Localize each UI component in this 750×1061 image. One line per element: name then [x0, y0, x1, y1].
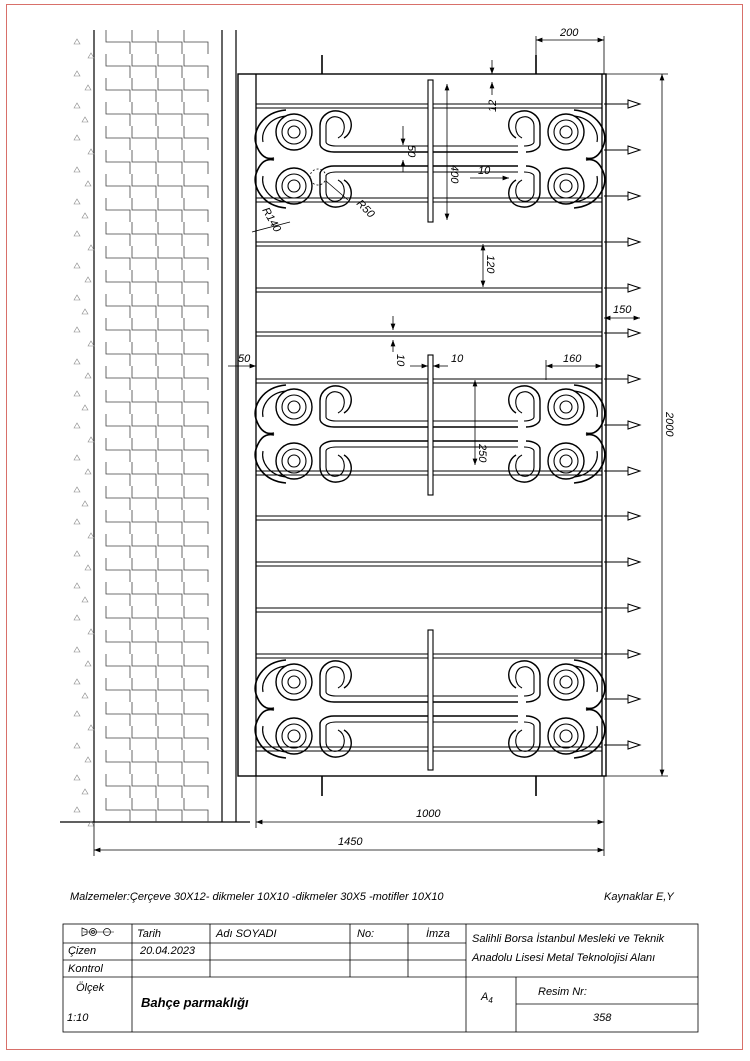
brick-hatch-line — [158, 390, 182, 414]
paper-size-letter: A — [481, 991, 489, 1003]
brick-hatch-line — [106, 702, 130, 726]
aggregate-mark — [74, 647, 80, 652]
brick-hatch-line — [106, 678, 130, 702]
brick-hatch-line — [106, 150, 130, 174]
spike-arrow-head — [628, 467, 640, 475]
drawn-date: 20.04.2023 — [140, 945, 196, 957]
aggregate-mark — [85, 469, 91, 474]
paper-size-number: 4 — [488, 996, 493, 1006]
spike-arrow-head — [628, 146, 640, 154]
aggregate-mark — [74, 231, 80, 236]
brick-hatch-line — [106, 270, 130, 294]
brick-hatch-line — [106, 198, 130, 222]
brick-hatch-line — [132, 534, 156, 558]
brick-hatch-line — [132, 270, 156, 294]
spike-arrow-head — [628, 650, 640, 658]
brick-hatch-line — [184, 534, 208, 558]
drawing-number: 358 — [593, 1012, 612, 1024]
brick-hatch-line — [132, 414, 156, 438]
brick-hatch-line — [158, 414, 182, 438]
spike-arrow-head — [628, 100, 640, 108]
aggregate-mark — [85, 757, 91, 762]
aggregate-mark — [82, 597, 88, 602]
brick-hatch-line — [106, 78, 130, 102]
brick-hatch-line — [106, 246, 130, 270]
brick-hatch-line — [132, 366, 156, 390]
aggregate-mark — [74, 71, 80, 76]
aggregate-mark — [74, 615, 80, 620]
brick-hatch-line — [132, 342, 156, 366]
brick-hatch-line — [184, 606, 208, 630]
brick-hatch-line — [184, 798, 208, 822]
brick-hatch-line — [132, 486, 156, 510]
brick-hatch-line — [184, 54, 208, 78]
brick-hatch-line — [106, 294, 130, 318]
scale-label: Ölçek — [76, 982, 105, 994]
brick-hatch-line — [158, 558, 182, 582]
brick-hatch-line — [132, 246, 156, 270]
aggregate-mark — [85, 373, 91, 378]
dim-motif-inset: 160 — [563, 353, 582, 365]
aggregate-mark — [88, 341, 94, 346]
dim-total-height: 2000 — [663, 412, 675, 437]
brick-hatch-line — [106, 390, 130, 414]
aggregate-mark — [88, 53, 94, 58]
brick-hatch-line — [106, 798, 130, 822]
aggregate-mark — [85, 277, 91, 282]
brick-hatch-line — [106, 510, 130, 534]
spike-arrow-head — [628, 421, 640, 429]
aggregate-mark — [88, 245, 94, 250]
brick-hatch-line — [158, 582, 182, 606]
aggregate-mark — [74, 775, 80, 780]
brick-hatch-line — [132, 78, 156, 102]
brick-hatch-line — [106, 462, 130, 486]
brick-hatch-line — [158, 534, 182, 558]
brick-hatch-line — [158, 798, 182, 822]
spike-arrow-head — [628, 192, 640, 200]
brick-hatch-line — [132, 294, 156, 318]
brick-hatch-line — [106, 126, 130, 150]
checked-by-label: Kontrol — [68, 963, 103, 975]
brick-hatch-line — [158, 102, 182, 126]
aggregate-mark — [82, 789, 88, 794]
aggregate-mark — [74, 327, 80, 332]
brick-hatch-line — [106, 438, 130, 462]
dim-spike-length: 150 — [613, 304, 632, 316]
brick-hatch-line — [132, 678, 156, 702]
brick-hatch-line — [132, 510, 156, 534]
scale-value: 1:10 — [67, 1012, 89, 1024]
brick-hatch-line — [158, 174, 182, 198]
brick-hatch-line — [132, 654, 156, 678]
brick-hatch-line — [132, 390, 156, 414]
brick-hatch-line — [132, 54, 156, 78]
dim-overall-width: 1450 — [338, 836, 363, 848]
drawn-by-label: Çizen — [68, 945, 97, 957]
aggregate-mark — [74, 679, 80, 684]
brick-hatch-line — [106, 222, 130, 246]
brick-hatch-line — [132, 222, 156, 246]
aggregate-mark — [74, 39, 80, 44]
brick-hatch-line — [184, 582, 208, 606]
brick-hatch-line — [158, 654, 182, 678]
name-label: Adı SOYADI — [216, 928, 277, 940]
spike-arrow-head — [628, 284, 640, 292]
dim-panel-width: 1000 — [416, 808, 441, 820]
brick-hatch-line — [158, 30, 182, 54]
brick-hatch-line — [106, 558, 130, 582]
aggregate-mark — [74, 263, 80, 268]
dim-motif-span: 250 — [476, 444, 488, 463]
brick-hatch-line — [158, 630, 182, 654]
aggregate-mark — [82, 213, 88, 218]
brick-hatch-line — [158, 438, 182, 462]
dim-radius-small: R50 — [353, 197, 377, 221]
aggregate-mark — [85, 85, 91, 90]
brick-hatch-line — [184, 678, 208, 702]
aggregate-mark — [74, 135, 80, 140]
brick-hatch-line — [184, 702, 208, 726]
brick-hatch-line — [132, 726, 156, 750]
brick-hatch-line — [158, 462, 182, 486]
brick-hatch-line — [184, 318, 208, 342]
brick-hatch-line — [184, 294, 208, 318]
aggregate-mark — [74, 103, 80, 108]
brick-hatch-line — [132, 30, 156, 54]
dim-top-width: 200 — [560, 27, 579, 39]
dimension-lines — [94, 36, 668, 856]
drawing-title: Bahçe parmaklığı — [141, 995, 249, 1010]
brick-hatch-line — [106, 54, 130, 78]
aggregate-mark — [74, 295, 80, 300]
aggregate-mark — [74, 743, 80, 748]
brick-hatch-line — [106, 414, 130, 438]
drawing-number-label: Resim Nr: — [538, 986, 587, 998]
spike-arrow-head — [628, 558, 640, 566]
aggregate-mark — [82, 405, 88, 410]
dim-frame-offset: 50 — [238, 353, 251, 365]
brick-hatch-line — [132, 174, 156, 198]
aggregate-mark — [74, 519, 80, 524]
brick-hatch-line — [132, 462, 156, 486]
school-line-2: Anadolu Lisesi Metal Teknolojisi Alanı — [472, 952, 656, 964]
aggregate-mark — [74, 391, 80, 396]
aggregate-mark — [74, 551, 80, 556]
brick-hatch-line — [158, 726, 182, 750]
aggregate-mark — [74, 423, 80, 428]
aggregate-mark — [74, 583, 80, 588]
aggregate-mark — [82, 117, 88, 122]
spike-arrow-head — [628, 512, 640, 520]
dim-vertical-thickness: 10 — [394, 354, 406, 367]
aggregate-mark — [88, 629, 94, 634]
brick-hatch-line — [158, 606, 182, 630]
brick-hatch-line — [184, 774, 208, 798]
brick-hatch-line — [158, 270, 182, 294]
spike-arrows — [604, 100, 640, 749]
dim-bar-thickness: 12 — [487, 99, 499, 112]
aggregate-mark — [74, 807, 80, 812]
dim-bar-spacing: 120 — [484, 255, 496, 274]
brick-hatch-line — [184, 222, 208, 246]
brick-hatch-line — [184, 342, 208, 366]
brick-hatch-line — [158, 318, 182, 342]
school-line-1: Salihli Borsa İstanbul Mesleki ve Teknik — [472, 933, 665, 945]
brick-hatch-line — [184, 78, 208, 102]
brick-hatch-line — [132, 558, 156, 582]
brick-hatch-line — [132, 702, 156, 726]
brick-hatch-line — [106, 654, 130, 678]
brick-hatch-line — [184, 270, 208, 294]
aggregate-mark — [88, 149, 94, 154]
aggregate-mark — [85, 565, 91, 570]
brick-hatch-line — [184, 246, 208, 270]
aggregate-mark — [85, 181, 91, 186]
brick-hatch-line — [106, 366, 130, 390]
vertical-bars — [428, 80, 433, 770]
brick-hatch-line — [184, 366, 208, 390]
brick-hatch-line — [158, 486, 182, 510]
spike-arrow-head — [628, 238, 640, 246]
brick-hatch-line — [158, 54, 182, 78]
brick-hatch-line — [132, 318, 156, 342]
brick-hatch-line — [158, 78, 182, 102]
brick-hatch-line — [158, 510, 182, 534]
brick-hatch-line — [158, 750, 182, 774]
brick-hatch-line — [132, 102, 156, 126]
brick-hatch-line — [106, 174, 130, 198]
brick-hatch-line — [106, 102, 130, 126]
brick-hatch-line — [184, 750, 208, 774]
brick-hatch-line — [184, 726, 208, 750]
aggregate-mark — [88, 725, 94, 730]
dim-post-width: 10 — [478, 165, 491, 177]
brick-hatch-line — [184, 30, 208, 54]
aggregate-mark — [82, 501, 88, 506]
brick-hatch-line — [184, 462, 208, 486]
brick-hatch-line — [158, 366, 182, 390]
brick-hatch-line — [106, 606, 130, 630]
aggregate-mark — [74, 199, 80, 204]
brick-hatch-line — [132, 606, 156, 630]
aggregate-mark — [82, 309, 88, 314]
brick-hatch-line — [132, 798, 156, 822]
brick-hatch-line — [184, 126, 208, 150]
aggregate-mark — [74, 711, 80, 716]
brick-hatch-line — [106, 534, 130, 558]
aggregate-mark — [85, 661, 91, 666]
spike-arrow-head — [628, 695, 640, 703]
brick-hatch-line — [106, 486, 130, 510]
brick-hatch-line — [158, 150, 182, 174]
brick-hatch-line — [158, 246, 182, 270]
brick-hatch-line — [106, 750, 130, 774]
brick-hatch-line — [158, 126, 182, 150]
brick-hatch-line — [158, 702, 182, 726]
brick-hatch-line — [158, 678, 182, 702]
spike-arrow-head — [628, 375, 640, 383]
paper-size — [481, 991, 493, 1005]
wall-section — [60, 30, 250, 826]
brick-hatch-line — [106, 318, 130, 342]
brick-hatch-line — [184, 150, 208, 174]
aggregate-mark — [88, 533, 94, 538]
brick-hatch-line — [106, 726, 130, 750]
aggregate-mark — [74, 487, 80, 492]
brick-hatch-line — [184, 102, 208, 126]
aggregate-mark — [88, 437, 94, 442]
brick-hatch-line — [106, 582, 130, 606]
brick-hatch-line — [184, 198, 208, 222]
no-label: No: — [357, 928, 375, 940]
brick-hatch-line — [132, 198, 156, 222]
brick-hatch-line — [158, 774, 182, 798]
aggregate-mark — [74, 455, 80, 460]
brick-hatch-line — [106, 774, 130, 798]
brick-hatch-line — [106, 342, 130, 366]
dim-vertical-offset: 10 — [451, 353, 464, 365]
brick-hatch-line — [132, 438, 156, 462]
spike-arrow-head — [628, 604, 640, 612]
brick-hatch-line — [132, 750, 156, 774]
dim-radius-large: R140 — [259, 205, 283, 235]
brick-hatch-line — [158, 222, 182, 246]
signature-label: İmza — [426, 928, 450, 940]
spike-arrow-head — [628, 329, 640, 337]
welding-note: Kaynaklar E,Y — [604, 891, 674, 903]
brick-hatch-line — [184, 630, 208, 654]
brick-hatch-line — [184, 558, 208, 582]
brick-hatch-line — [132, 774, 156, 798]
tarih-label: Tarih — [137, 928, 162, 940]
brick-hatch-line — [132, 126, 156, 150]
aggregate-mark — [82, 693, 88, 698]
brick-hatch-line — [158, 294, 182, 318]
brick-hatch-line — [184, 654, 208, 678]
brick-hatch-line — [184, 390, 208, 414]
brick-hatch-line — [132, 150, 156, 174]
brick-hatch-line — [184, 486, 208, 510]
aggregate-mark — [74, 359, 80, 364]
brick-hatch-line — [106, 30, 130, 54]
brick-hatch-line — [158, 198, 182, 222]
materials-note: Malzemeler:Çerçeve 30X12- dikmeler 10X10 -dikmeler 30X5 -motifler 10X10 — [70, 891, 444, 903]
brick-hatch-line — [132, 582, 156, 606]
brick-hatch-line — [184, 174, 208, 198]
brick-hatch-line — [132, 630, 156, 654]
brick-hatch-line — [184, 414, 208, 438]
brick-hatch-line — [158, 342, 182, 366]
spike-arrow-head — [628, 741, 640, 749]
aggregate-mark — [74, 167, 80, 172]
brick-hatch-line — [106, 630, 130, 654]
dim-motif-height: 400 — [448, 165, 460, 184]
brick-hatch-line — [184, 510, 208, 534]
brick-hatch-line — [184, 438, 208, 462]
dim-motif-gap: 50 — [405, 145, 417, 158]
